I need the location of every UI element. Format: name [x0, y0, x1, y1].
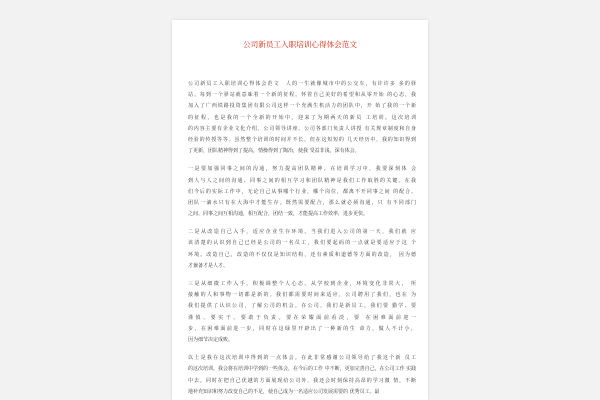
paragraph-line: 加入了广西铁路投资集团有限公司这样一个充满生机活力的团队中，开 始了我的一个新 [188, 103, 416, 110]
paragraph-line: 三是从细微工作入手，积极调整个人心态。从学校到企业，环境变化非常大， 所 [188, 281, 416, 287]
paragraph-gap [188, 272, 416, 279]
paragraph-line: 公司新员工入职培训心得体会范文 人的一生就像城市中的公交车，有许许多 多的驿 [188, 81, 416, 87]
paragraph [188, 79, 416, 157]
document-page [172, 20, 428, 400]
paragraph-line: 以上是我在这次培训中得到的一点体会。在此非常感谢公司领导给了我这个新 员工 [188, 355, 416, 362]
paragraph-line: 们今后的实际工作中，无论自己从事哪个行业，哪个岗位，都离不开同事之间 的配合。 [188, 188, 416, 195]
paragraph-line: 环境。改造自己，改造的不仅仅是知识结构，还有素质和道德等方面的改造， 因为德 [188, 251, 416, 258]
paragraph-line: 到人与人之间的沟通、同事之间的相互学习和团队精神是我们工作取胜的关键。在我 [188, 177, 416, 184]
paragraph-line: 的内容主要有企业文化介绍、公司领导讲座、公司各部门负责人讲授 有关规章制度和自身 [188, 125, 416, 132]
paragraph-gap [188, 157, 416, 164]
paragraph-line: 了更新，团队精神得到了提高，情操得到了陶冶，使我 受益非浅，深有体会。 [188, 148, 360, 155]
paragraph-line: 的征程，也是我的一个全新的开始中。迎来了为期两天的新员 工培训。这次培训 [188, 114, 416, 121]
paragraph-line: 一是要加强同事之间的沟通，努力提高团队精神。在培训学习中，我要深刻体 会 [188, 166, 416, 173]
paragraph-line: 接触的人和事物一切都是新的。我们都需要时间来适应，公司聘用了我们，也在 为 [188, 292, 416, 299]
paragraph-gap [188, 346, 416, 353]
paragraph-line: 之间、同事之间互相沟通，相互配合，团结一致，才能提高工作效率，进步更快。 [188, 211, 369, 218]
document-title: 公司新员工入职培训心得体会范文 [243, 40, 357, 49]
paragraph-line: 团队一滴水只有在大海中才能生存。既然需要配合，那么就必须沟通，只 有不同部门 [188, 199, 416, 206]
paragraph-line: 该清楚的认识到自己已经是公司的一名员工，我们要起码的一点就是要适应于这 个 [188, 240, 416, 247]
paragraph-line: 经验的传授等等。虽然整个培训的时间并不长，但在这短短的 几天经历中，我的知识得到 [188, 136, 416, 143]
paragraph-line: 站。每到一个驿站就意味着一个新的征程。怀着自己美好的希望和从零开始 的心态，我 [188, 92, 416, 99]
paragraph-line: 步，在困难面前进一步，同时在这绿里开辟出了一种新的生 命力，做人不计小， [188, 325, 416, 332]
paragraph [188, 227, 416, 272]
paragraph-line: 我们提供了认识公司，了解公司的机会。在公司，我们是新员工。我们要 勤学、要 [188, 303, 416, 310]
paragraph [188, 353, 416, 398]
paragraph-line: 中去。同时在把自己优越的方面展现给公司外，我还会时刻保持高昂的学习激 情，不断 [188, 377, 416, 384]
paragraph-gap [188, 220, 416, 227]
paragraph-line: 因为细节决定成败。 [188, 336, 234, 343]
paragraph-line: 才兼备才是人才。 [188, 262, 229, 269]
paragraph-line: 二是从改造自己入手，适应企业生存环境。当我们进入公司的第一天，我们就 应 [188, 229, 416, 236]
paragraph [188, 279, 416, 346]
document-body [188, 79, 416, 398]
paragraph-line: 谨慎、要实干、要敢于负责。要在荣耀面前看淡，要 在困难面前迎一 [188, 314, 416, 321]
paragraph-line: 的这次培训。我会将在培训中学到的一些体会，在今后的工作 中不断，更加完善自己，在公司工作 实践 [188, 366, 416, 373]
paragraph [188, 164, 416, 220]
paragraph-line: 地补充知识和努力改变自己的不足，使自己成为一名适应公司发展需要的 优秀员工。最 [188, 388, 380, 395]
